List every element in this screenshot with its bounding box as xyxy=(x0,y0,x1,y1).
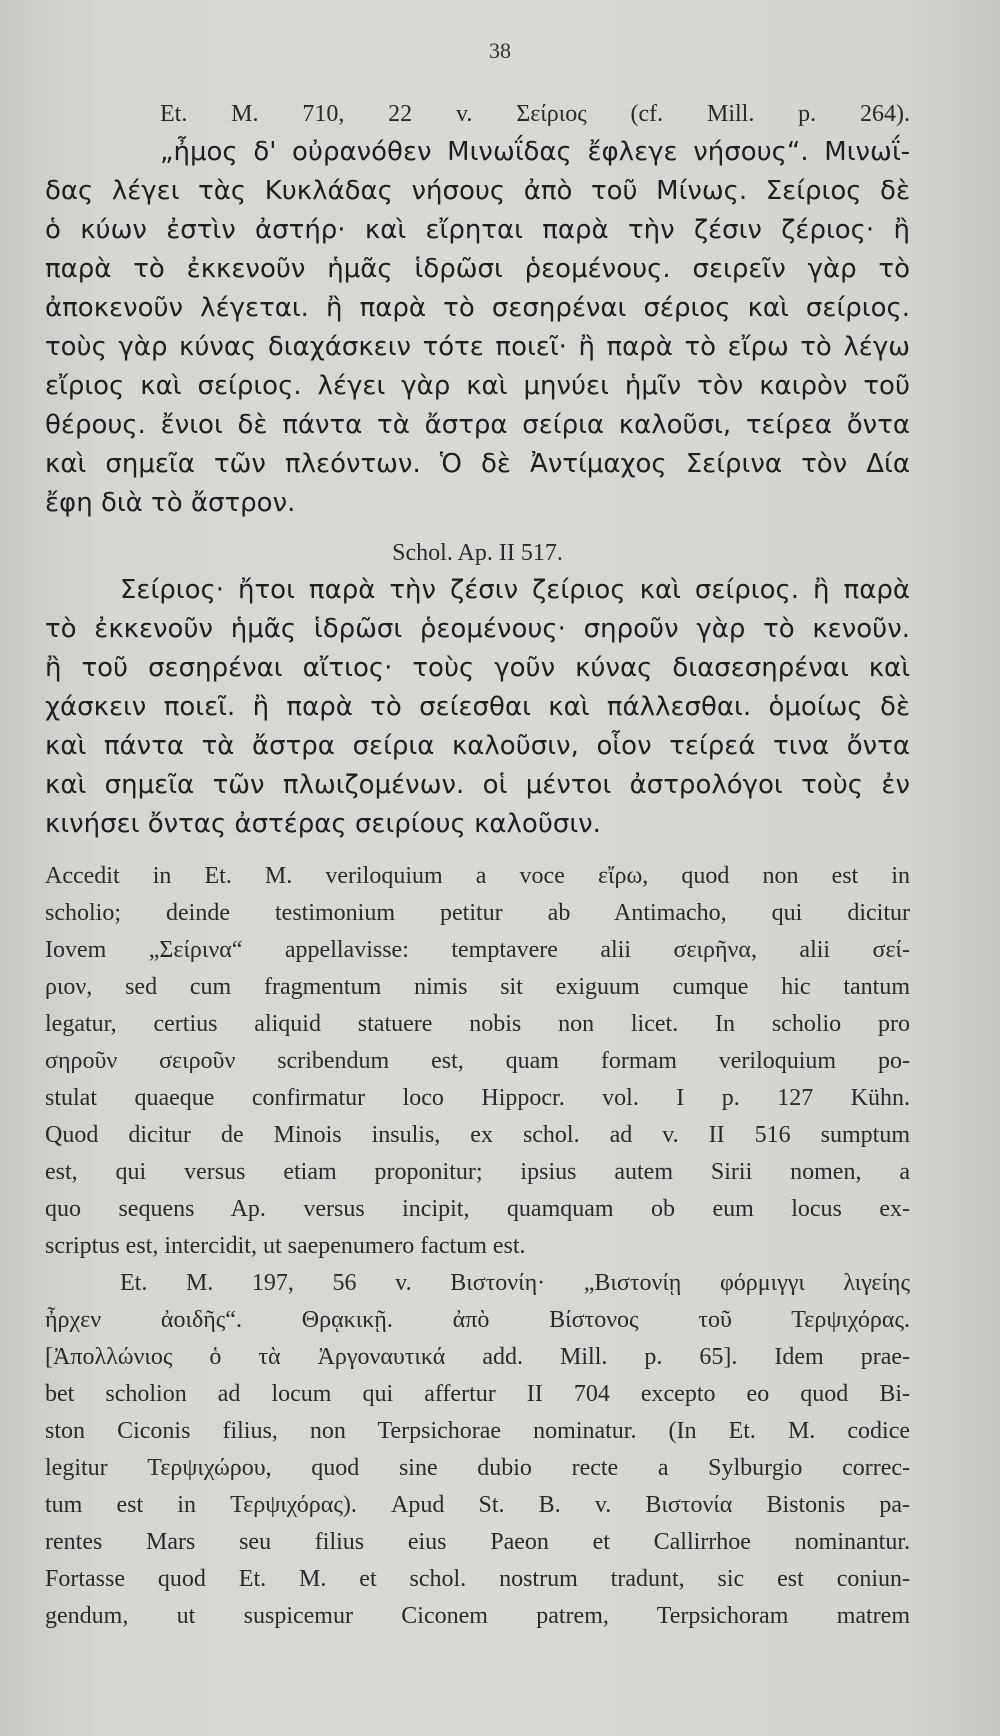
section-heading: Schol. Ap. II 517. xyxy=(392,540,563,566)
text-line: ὁ κύων ἐστὶν ἀστήρ· καὶ εἴρηται παρὰ τὴν ζέσιν ζέριος· ἢ xyxy=(45,215,910,245)
text-line: quo sequens Ap. versus incipit, quamquam ob eum locus ex- xyxy=(45,1196,910,1222)
text-line: τὸ ἐκκενοῦν ἡμᾶς ἱδρῶσι ῥεομένους· σηροῦν γὰρ τὸ κενοῦν. xyxy=(45,614,910,644)
text-line: ἀποκενοῦν λέγεται. ἢ παρὰ τὸ σεσηρέναι σέριος καὶ σείριος. xyxy=(45,293,910,323)
text-line: [Ἀπολλώνιος ὁ τὰ Ἀργοναυτικά add. Mill. p. 65]. Idem prae- xyxy=(45,1344,910,1370)
text-line: rentes Mars seu filius eius Paeon et Callirrhoe nominantur. xyxy=(45,1529,910,1555)
text-line: Iovem „Σείρινα“ appellavisse: temptavere alii σειρῆνα, alii σεί- xyxy=(45,937,910,963)
text-line: Et. M. 197, 56 v. Βιστονίη· „Βιστονίῃ φόρμιγγι λιγείης xyxy=(120,1270,910,1296)
text-line: ἢ τοῦ σεσηρέναι αἴτιος· τοὺς γοῦν κύνας διασεσηρέναι καὶ xyxy=(45,653,910,683)
page-number: 38 xyxy=(489,38,511,63)
text-line: stulat quaeque confirmatur loco Hippocr. vol. I p. 127 Kühn. xyxy=(45,1085,910,1111)
text-line: δας λέγει τὰς Κυκλάδας νήσους ἀπὸ τοῦ Μίνως. Σείριος δὲ xyxy=(45,176,910,206)
text-line: κινήσει ὄντας ἀστέρας σειρίους καλοῦσιν. xyxy=(45,809,601,839)
text-line: scholio; deinde testimonium petitur ab Antimacho, qui dicitur xyxy=(45,900,910,926)
text-line: ἦρχεν ἀοιδῆς“. Θρᾳκικῇ. ἀπὸ Βίστονος τοῦ Τερψιχόρας. xyxy=(45,1307,910,1333)
text-line: Σείριος· ἤτοι παρὰ τὴν ζέσιν ζείριος καὶ σείριος. ἢ παρὰ xyxy=(120,575,910,605)
text-line: „ἦμος δ' οὐρανόθεν Μινωΐδας ἔφλεγε νήσους“. Μινωΐ- xyxy=(160,137,910,167)
text-line: ἔφη διὰ τὸ ἄστρον. xyxy=(45,488,296,518)
text-line: gendum, ut suspicemur Ciconem patrem, Terpsichoram matrem xyxy=(45,1603,910,1629)
text-line: tum est in Τερψιχόρας). Apud St. B. v. Βιστονία Bistonis pa- xyxy=(45,1492,910,1518)
text-line: bet scholion ad locum qui affertur II 704 excepto eo quod Bi- xyxy=(45,1381,910,1407)
text-line: καὶ σημεῖα τῶν πλεόντων. Ὁ δὲ Ἀντίμαχος Σείρινα τὸν Δία xyxy=(45,449,910,479)
text-line: καὶ πάντα τὰ ἄστρα σείρια καλοῦσιν, οἷον τείρεά τινα ὄντα xyxy=(45,731,910,761)
text-line: τοὺς γὰρ κύνας διαχάσκειν τότε ποιεῖ· ἢ παρὰ τὸ εἴρω τὸ λέγω xyxy=(45,332,910,362)
text-line: legatur, certius aliquid statuere nobis non licet. In scholio pro xyxy=(45,1011,910,1037)
text-line: Accedit in Et. M. veriloquium a voce εἴρω, quod non est in xyxy=(45,863,910,889)
text-line: scriptus est, intercidit, ut saepenumero factum est. xyxy=(45,1233,526,1259)
text-line: εἴριος καὶ σείριος. λέγει γὰρ καὶ μηνύει ἡμῖν τὸν καιρὸν τοῦ xyxy=(45,371,910,401)
text-line: σηροῦν σειροῦν scribendum est, quam formam veriloquium po- xyxy=(45,1048,910,1074)
text-line: Quod dicitur de Minois insulis, ex schol. ad v. II 516 sumptum xyxy=(45,1122,910,1148)
text-line: παρὰ τὸ ἐκκενοῦν ἡμᾶς ἱδρῶσι ῥεομένους. σειρεῖν γὰρ τὸ xyxy=(45,254,910,284)
text-line: ston Ciconis filius, non Terpsichorae nominatur. (In Et. M. codice xyxy=(45,1418,910,1444)
text-line: Fortasse quod Et. M. et schol. nostrum tradunt, sic est coniun- xyxy=(45,1566,910,1592)
text-line: χάσκειν ποιεῖ. ἢ παρὰ τὸ σείεσθαι καὶ πάλλεσθαι. ὁμοίως δὲ xyxy=(45,692,910,722)
text-line: est, qui versus etiam proponitur; ipsius autem Sirii nomen, a xyxy=(45,1159,910,1185)
text-line: Et. M. 710, 22 v. Σείριος (cf. Mill. p. 264). xyxy=(160,101,910,127)
text-line: καὶ σημεῖα τῶν πλωιζομένων. οἱ μέντοι ἀστρολόγοι τοὺς ἐν xyxy=(45,770,910,800)
text-line: legitur Τερψιχώρου, quod sine dubio recte a Sylburgio correc- xyxy=(45,1455,910,1481)
text-line: θέρους. ἔνιοι δὲ πάντα τὰ ἄστρα σείρια καλοῦσι, τείρεα ὄντα xyxy=(45,410,910,440)
text-line: ριον, sed cum fragmentum nimis sit exiguum cumque hic tantum xyxy=(45,974,910,1000)
